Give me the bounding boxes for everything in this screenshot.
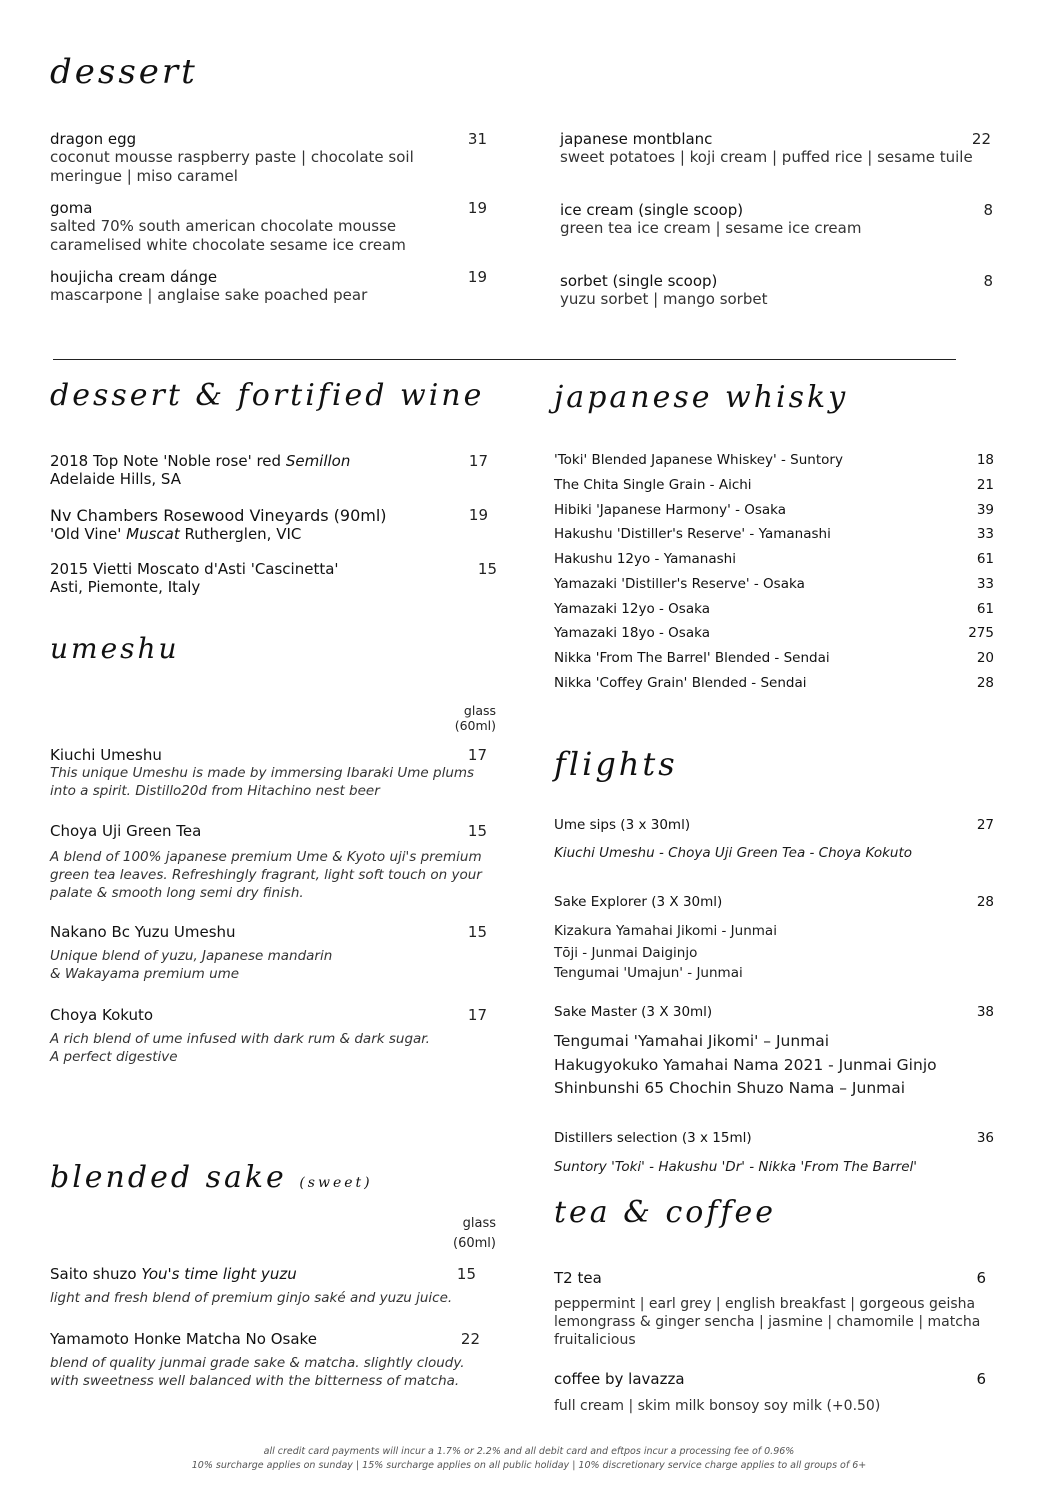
wine-variety: Muscat	[126, 525, 180, 543]
flight-row	[554, 1130, 994, 1150]
item-description: green tea leaves. Refreshingly fragrant, light soft touch on your	[50, 867, 482, 883]
item-description: meringue | miso caramel	[50, 167, 238, 185]
flight-detail: Tōji - Junmai Daiginjo	[554, 945, 698, 961]
whisky-row	[554, 551, 994, 571]
flight-price: 27	[976, 817, 994, 833]
whisky-price: 33	[976, 576, 994, 592]
item-price: 19	[468, 506, 488, 524]
whisky-name: Hibiki 'Japanese Harmony' - Osaka	[554, 502, 787, 518]
footer-note: all credit card payments will incur a 1.7% or 2.2% and all debit card and eftpos incur a processing fee of 0.96%	[263, 1446, 795, 1457]
dessert-item-dragon-egg	[50, 130, 490, 186]
whisky-price: 28	[976, 675, 994, 691]
whisky-price: 21	[976, 477, 994, 493]
whisky-price: 18	[976, 452, 994, 468]
wine-variety: Semillon	[285, 452, 351, 470]
flight-row	[554, 817, 994, 837]
whisky-row	[554, 502, 994, 522]
dessert-item-ice-cream	[560, 201, 960, 238]
whisky-price: 33	[976, 526, 994, 542]
item-price: 15	[467, 923, 487, 941]
whisky-row	[554, 625, 994, 645]
wine-item	[50, 560, 490, 596]
item-price: 15	[467, 822, 487, 840]
item-description: palate & smooth long semi dry finish.	[50, 885, 304, 901]
wine-item	[50, 506, 470, 543]
item-description: green tea ice cream | sesame ice cream	[560, 219, 862, 237]
brand-name: Kiuchi	[50, 746, 96, 764]
whisky-row	[554, 650, 994, 670]
item-description: caramelised white chocolate sesame ice cream	[50, 236, 406, 254]
item-name: coffee by lavazza	[554, 1370, 685, 1388]
sake-item-saito	[50, 1265, 500, 1307]
wine-region: Rutherglen, VIC	[179, 525, 302, 543]
item-name: T2 tea	[554, 1269, 602, 1287]
flight-detail: Suntory 'Toki' - Hakushu 'Dr' - Nikka 'From The Barrel'	[554, 1159, 917, 1175]
whisky-row	[554, 576, 994, 596]
wine-region: Adelaide Hills, SA	[50, 470, 181, 488]
item-price: 15	[456, 1265, 476, 1283]
item-name: dragon egg	[50, 130, 137, 148]
flight-price: 38	[976, 1004, 994, 1020]
glass-size-label: glass (60ml)	[454, 703, 496, 733]
item-description: salted 70% south american chocolate mousse	[50, 217, 397, 235]
item-description: coconut mousse raspberry paste | chocolate soil	[50, 148, 414, 166]
item-name: Umeshu	[95, 746, 162, 764]
section-divider	[53, 359, 956, 360]
whisky-price: 61	[976, 601, 994, 617]
flight-name: Sake Explorer (3 X 30ml)	[554, 894, 723, 910]
tea-row	[554, 1269, 994, 1289]
item-price: 6	[976, 1370, 986, 1388]
item-description: into a spirit. Distillo20d from Hitachino nest beer	[50, 783, 380, 799]
whisky-name: Hakushu 12yo - Yamanashi	[554, 551, 736, 567]
dessert-item-houjicha	[50, 268, 490, 305]
wine-item	[50, 452, 470, 488]
item-name: Matcha No Osake	[181, 1330, 317, 1348]
item-price: 8	[983, 272, 993, 290]
flights-heading: flights	[554, 745, 678, 783]
wine-region: Asti, Piemonte, Italy	[50, 578, 201, 596]
item-price: 17	[467, 746, 487, 764]
item-price: 19	[467, 268, 487, 286]
whisky-name: Yamazaki 18yo - Osaka	[554, 625, 710, 641]
item-price: 17	[468, 452, 488, 470]
dessert-item-sorbet	[560, 272, 960, 309]
footer-note: 10% surcharge applies on sunday | 15% surcharge applies on all public holiday | 10% discretionary service charge applies to all groups of 6+	[191, 1460, 867, 1471]
whisky-price: 275	[968, 625, 994, 641]
item-description: A rich blend of ume infused with dark rum & dark sugar.	[50, 1031, 430, 1047]
dessert-heading: dessert	[50, 52, 198, 92]
whisky-name: Nikka 'Coffey Grain' Blended - Sendai	[554, 675, 807, 691]
wine-name: 2015 Vietti Moscato d'Asti 'Cascinetta'	[50, 560, 339, 578]
item-name: ice cream (single scoop)	[560, 201, 744, 219]
item-description: & Wakayama premium ume	[50, 966, 240, 982]
whisky-name: 'Toki' Blended Japanese Whiskey' - Suntory	[554, 452, 843, 468]
whisky-row	[554, 675, 994, 695]
whisky-name: The Chita Single Grain - Aichi	[554, 477, 752, 493]
flight-row	[554, 894, 994, 914]
item-description: with sweetness well balanced with the bitterness of matcha.	[50, 1373, 460, 1389]
umeshu-item-choya-uji	[50, 822, 500, 902]
item-name: You's time light yuzu	[136, 1265, 297, 1283]
coffee-row	[554, 1370, 994, 1390]
dessert-item-montblanc	[560, 130, 1000, 167]
flight-detail: Tengumai 'Yamahai Jikomi' – Junmai	[554, 1032, 830, 1050]
item-description: yuzu sorbet | mango sorbet	[560, 290, 768, 308]
item-name: goma	[50, 199, 93, 217]
brand-name: Choya	[50, 1006, 98, 1024]
item-price: 8	[983, 201, 993, 219]
whisky-row	[554, 452, 994, 472]
whisky-row	[554, 526, 994, 546]
umeshu-heading: umeshu	[50, 632, 180, 665]
item-description: A blend of 100% japanese premium Ume & Kyoto uji's premium	[50, 849, 482, 865]
item-name: houjicha cream dánge	[50, 268, 218, 286]
item-name: sorbet (single scoop)	[560, 272, 718, 290]
whisky-price: 20	[976, 650, 994, 666]
coffee-description: full cream | skim milk bonsoy soy milk (+0.50)	[554, 1398, 881, 1414]
item-description: light and fresh blend of premium ginjo saké and yuzu juice.	[50, 1290, 453, 1306]
tea-description: peppermint | earl grey | english breakfast | gorgeous geisha lemongrass & ginger sencha | jasmine | chamomile | matcha fruitalicious	[554, 1296, 981, 1348]
whisky-row	[554, 601, 994, 621]
item-description: A perfect digestive	[50, 1049, 178, 1065]
flight-name: Sake Master (3 X 30ml)	[554, 1004, 713, 1020]
flight-price: 28	[976, 894, 994, 910]
item-price: 6	[976, 1269, 986, 1287]
wine-region: 'Old Vine'	[50, 525, 127, 543]
flight-name: Ume sips (3 x 30ml)	[554, 817, 691, 833]
item-description: mascarpone | anglaise sake poached pear	[50, 286, 368, 304]
item-price: 31	[467, 130, 487, 148]
whisky-name: Hakushu 'Distiller's Reserve' - Yamanashi	[554, 526, 831, 542]
item-name: japanese montblanc	[560, 130, 713, 148]
wine-name: 2018 Top Note 'Noble rose' red	[50, 452, 286, 470]
item-name: Kokuto	[97, 1006, 154, 1024]
brand-name: Nakano	[50, 923, 107, 941]
blended-sake-note: (sweet)	[299, 1175, 373, 1191]
flight-row	[554, 1004, 994, 1024]
brand-name: Saito shuzo	[50, 1265, 137, 1283]
dessert-item-goma	[50, 199, 490, 255]
item-name: Bc Yuzu Umeshu	[106, 923, 236, 941]
flight-detail: Kiuchi Umeshu - Choya Uji Green Tea - Choya Kokuto	[554, 845, 913, 861]
whisky-name: Nikka 'From The Barrel' Blended - Sendai	[554, 650, 830, 666]
flight-detail: Shinbunshi 65 Chochin Shuzo Nama – Junmai	[554, 1079, 906, 1097]
item-price: 22	[971, 130, 991, 148]
item-description: sweet potatoes | koji cream | puffed rice | sesame tuile	[560, 148, 973, 166]
flight-name: Distillers selection (3 x 15ml)	[554, 1130, 752, 1146]
whisky-price: 39	[976, 502, 994, 518]
brand-name: Yamamoto Honke	[50, 1330, 182, 1348]
item-price: 22	[460, 1330, 480, 1348]
flight-detail: Kizakura Yamahai Jikomi - Junmai	[554, 923, 777, 939]
whisky-name: Yamazaki 12yo - Osaka	[554, 601, 710, 617]
wine-name: Nv Chambers Rosewood Vineyards (90ml)	[50, 506, 387, 525]
flight-detail: Hakugyokuko Yamahai Nama 2021 - Junmai Ginjo	[554, 1056, 937, 1074]
item-price: 19	[467, 199, 487, 217]
brand-name: Choya	[50, 822, 98, 840]
item-price: 15	[477, 560, 497, 578]
flight-detail: Tengumai 'Umajun' - Junmai	[554, 965, 743, 981]
whisky-name: Yamazaki 'Distiller's Reserve' - Osaka	[554, 576, 805, 592]
tea-coffee-heading: tea & coffee	[554, 1195, 777, 1230]
blended-sake-heading: blended sake (sweet)	[50, 1160, 373, 1195]
item-description: Unique blend of yuzu, Japanese mandarin	[50, 948, 333, 964]
item-description: blend of quality junmai grade sake & matcha. slightly cloudy.	[50, 1355, 465, 1371]
umeshu-item-kiuchi	[50, 746, 500, 800]
umeshu-item-nakano	[50, 923, 500, 983]
japanese-whisky-heading: japanese whisky	[554, 380, 849, 415]
item-price: 17	[467, 1006, 487, 1024]
whisky-price: 61	[976, 551, 994, 567]
flight-price: 36	[976, 1130, 994, 1146]
glass-size-label: glass (60ml)	[453, 1216, 496, 1251]
dessert-wine-heading: dessert & fortified wine	[50, 378, 485, 413]
whisky-row	[554, 477, 994, 497]
umeshu-item-choya-kokuto	[50, 1006, 500, 1066]
item-name: Uji Green Tea	[97, 822, 202, 840]
item-description: This unique Umeshu is made by immersing Ibaraki Ume plums	[50, 765, 475, 781]
